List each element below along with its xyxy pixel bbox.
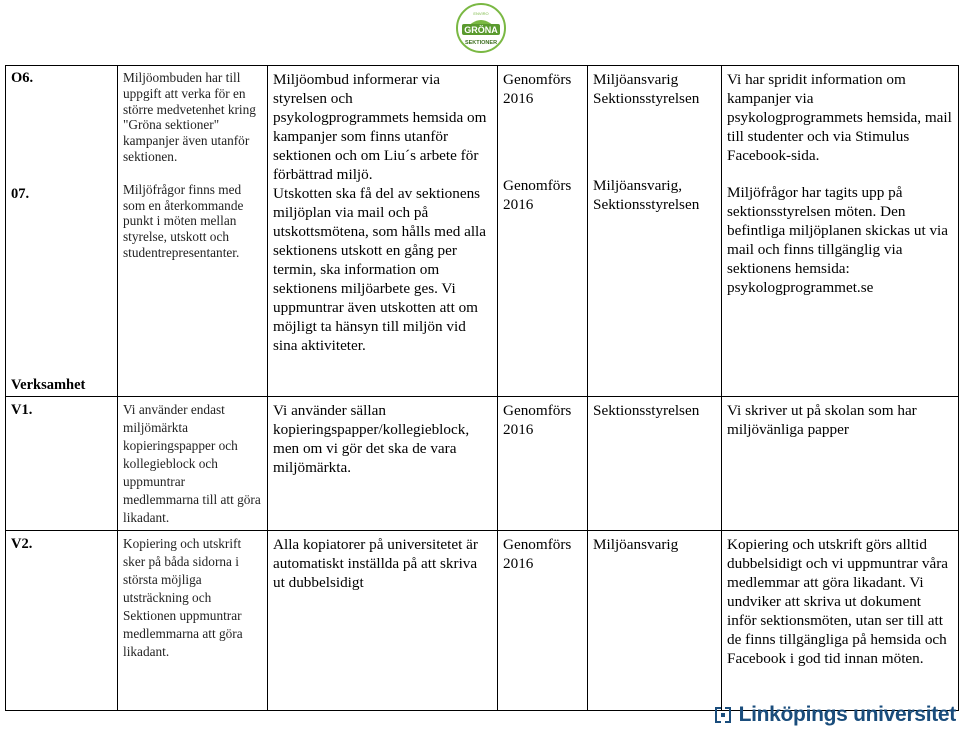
row-id: O6. [11,70,34,86]
row-result: Vi har spridit information om kampanjer via psykologprogrammets hemsida, mail till studenter och via Stimulus Facebook-sida. [727,71,952,164]
row-description: Alla kopiatorer på universitetet är automatiskt inställda på att skriva ut dubbelsidigt [273,536,478,591]
table-row [6,66,959,397]
university-emblem-icon [713,705,733,725]
logo-top-text-2: SEKTIONER [464,40,498,46]
row-result: Vi skriver ut på skolan som har miljövänliga papper [727,402,917,438]
row-status: Genomförs 2016 [503,536,572,572]
row-id: V2. [11,536,33,552]
row-status: Genomförs 2016 [503,402,572,438]
responsible-cell [588,66,722,397]
logo-top-text-3: ENVIRO [473,11,489,16]
id-cell [6,66,118,397]
table-row [6,397,959,531]
row-description: Miljöombud informerar via styrelsen och psykologprogrammets hemsida om kampanjer som finns utanför sektionen och om Liu´s arbete för förbättrad miljö. [273,71,487,183]
short-cell [118,66,268,397]
row-responsible: Miljöansvarig, Sektionsstyrelsen [593,177,700,213]
row-responsible: Miljöansvarig [593,536,679,553]
row-responsible: Miljöansvarig Sektionsstyrelsen [593,71,700,107]
linkoping-university-logo [713,703,956,727]
grona-sektioner-logo [455,2,507,54]
row-description: Vi använder sällan kopieringspapper/kollegieblock, men om vi gör det ska de vara miljömärkta. [273,402,470,476]
university-name: Linköpings universitet [738,703,956,726]
row-id: V1. [11,402,33,418]
row-short-text: Vi använder endast miljömärkta kopieringspapper och kollegieblock och uppmuntrar medlemmarna till att göra likadant. [123,402,261,525]
table-row [6,531,959,711]
logo-top-text-1: GRÖNA [464,25,498,35]
row-short-text: Kopiering och utskrift sker på båda sidorna i största möjliga utsträckning och Sektionen uppmuntrar medlemmarna att göra likadant. [123,536,243,659]
row-short-text: Miljöombuden har till uppgift att verka för en större medvetenhet kring "Gröna sektioner" kampanjer även utanför sektionen. [123,70,256,164]
status-cell [498,66,588,397]
row-id: 07. [11,186,30,202]
desc-cell [268,66,498,397]
row-result: Kopiering och utskrift görs alltid dubbelsidigt och vi uppmuntrar våra medlemmar att göra likadant. Vi undviker att skriva ut dokument inför sektionsmöten, utan ser till att de finns tillgängliga på hemsida och Facebook i god tid innan möten. [727,536,949,667]
row-status: Genomförs 2016 [503,71,572,107]
row-status: Genomförs 2016 [503,177,572,213]
result-cell [722,66,959,397]
environment-plan-table [5,65,959,711]
row-result: Miljöfrågor har tagits upp på sektionsstyrelsen möten. Den befintliga miljöplanen skickas ut via mail och finns tillgänglig via sektionens hemsida: psykologprogrammet.se [727,184,949,296]
row-short-text: Miljöfrågor finns med som en återkommande punkt i möten mellan styrelse, utskott och studentrepresentanter. [123,181,244,260]
row-responsible: Sektionsstyrelsen [593,402,700,419]
section-label: Verksamhet [11,377,86,393]
row-description: Utskotten ska få del av sektionens miljöplan via mail och på utskottsmötena, som hålls med alla sektionens utskott en gång per termin, ska information om sektionens miljöarbete ges. Vi uppmuntrar även utskotten att om möjligt ta hänsyn till miljön vid sina aktiviteter. [273,185,487,354]
